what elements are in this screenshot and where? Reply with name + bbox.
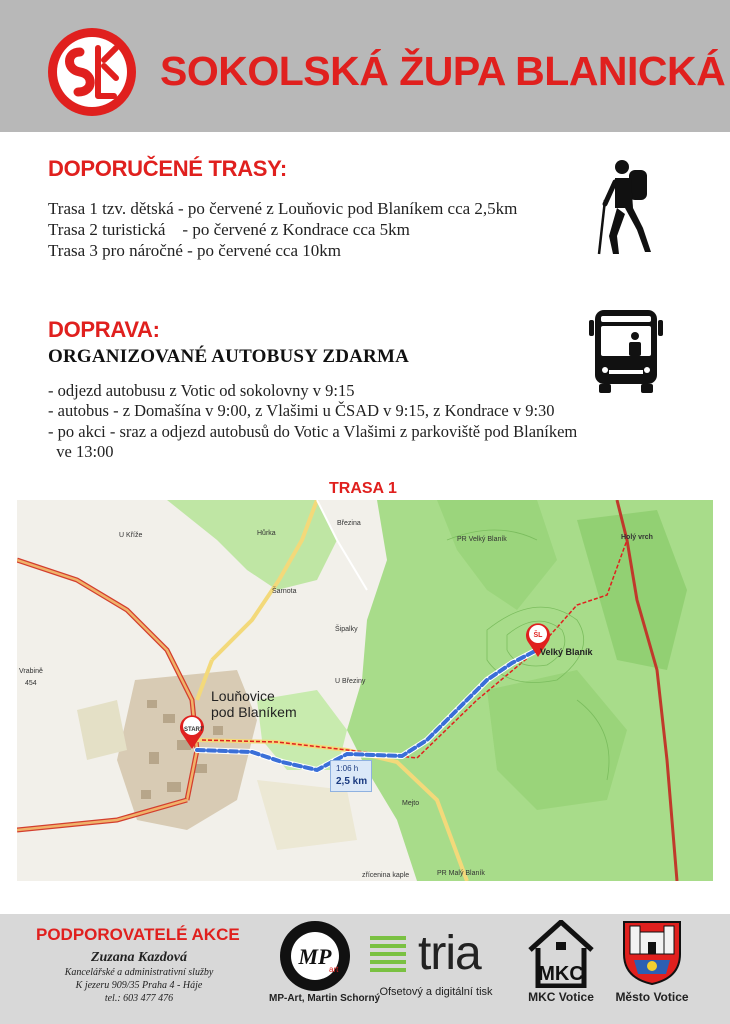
sponsors-title: PODPOROVATELÉ AKCE [36,925,240,944]
svg-text:ŠL: ŠL [533,632,543,639]
map-label: Šipalky [335,626,358,633]
town-label: Louňovice pod Blaníkem [211,688,297,720]
map-canvas [17,500,713,881]
mkc-logo-icon [526,920,596,988]
svg-text:MKC: MKC [538,963,584,985]
mp-art-caption: MP-Art, Martin Schorný [269,993,381,1004]
map-label: Holý vrch [621,534,653,541]
bus-heading: ORGANIZOVANÉ AUTOBUSY ZDARMA [48,346,410,367]
map-label: Mejto [402,800,420,807]
sponsor-person-name: Zuzana Kazdová [90,950,188,965]
route-summary-box [330,760,372,792]
sponsor-person-line: Kancelářské a administrativní služby [64,967,214,978]
bus-icon [587,306,665,394]
map-label: PR Malý Blaník [437,870,485,877]
hiker-icon [595,158,657,258]
transport-item: - po akci - sraz a odjezd autobusů do Votic a Vlašimi z parkoviště pod Blaníkem [48,422,578,441]
votice-caption: Město Votice [615,990,689,1004]
mkc-caption: MKC Votice [528,990,594,1004]
tria-wordmark: tria [418,927,481,980]
route-item: Trasa 3 pro náročné - po červené cca 10km [48,241,341,260]
map-label: PR Velký Blaník [457,536,507,543]
route-map[interactable] [17,500,713,881]
mp-art-logo-icon [279,920,351,992]
route-item: Trasa 1 tzv. dětská - po červené z Louňovic pod Blaníkem cca 2,5km [48,199,518,218]
finish-label: Velký Blaník [540,647,593,657]
svg-text:art: art [329,965,339,974]
route-time: 1:06 h [336,764,359,773]
sponsor-person-line: tel.: 603 477 476 [104,993,174,1004]
tria-logo-icon [370,934,410,974]
route-item: Trasa 2 turistická - po červené z Kondrace cca 5km [48,220,410,239]
map-label: U Kříže [119,532,143,539]
sponsor-person-line: K jezeru 909/35 Praha 4 - Háje [75,980,203,991]
svg-text:MP: MP [298,944,332,969]
routes-section-title: DOPORUČENÉ TRASY: [48,156,287,181]
map-label: zřícenina kaple [362,872,410,879]
start-label: START [184,727,204,733]
tria-caption: Ofsetový a digitální tisk [379,986,493,998]
map-title: TRASA 1 [329,480,397,497]
sokol-logo-icon [46,26,138,118]
map-label: Březina [337,520,361,527]
route-distance: 2,5 km [336,776,368,787]
page-title: SOKOLSKÁ ŽUPA BLANICKÁ [160,48,726,94]
transport-item: - autobus - z Domašína v 9:00, z Vlašimi u ČSAD v 9:15, z Kondrace v 9:30 [48,401,555,420]
transport-item: - odjezd autobusu z Votic od sokolovny v 9:15 [48,381,355,400]
map-label: U Březiny [335,678,366,685]
map-label: Vrabině [19,668,43,675]
transport-section-title: DOPRAVA: [48,317,160,342]
transport-item: ve 13:00 [48,442,114,461]
map-label: Šarnota [272,588,297,595]
map-label: Hůrka [257,530,276,537]
map-label: 454 [25,680,37,687]
votice-coat-of-arms-icon [622,920,682,986]
